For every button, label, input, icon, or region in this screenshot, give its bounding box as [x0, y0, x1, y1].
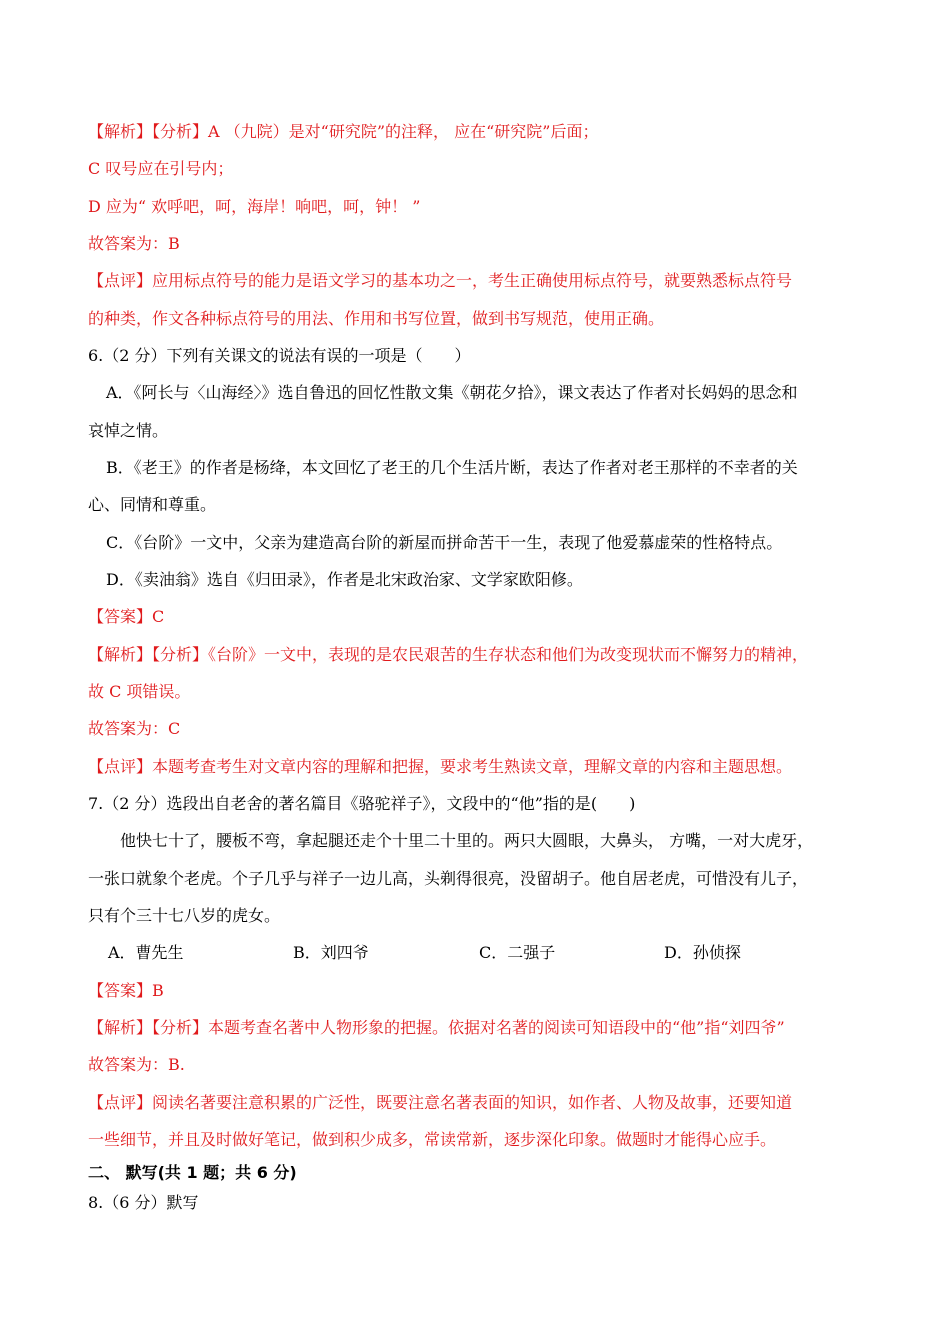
q5-analysis-line2: C 叹号应在引号内； [88, 159, 234, 178]
q5-analysis-line3: D 应为“ 欢呼吧，呵，海岸！响吧，呵，钟！ ” [88, 197, 421, 216]
q6-analysis-line1: 【解析】【分析】《台阶》一文中，表现的是农民艰苦的生存状态和他们为改变现状而不懈努力的精神， [88, 645, 809, 664]
q7-option-b: B．刘四爷 [293, 943, 369, 962]
q7-comment-line1: 【点评】阅读名著要注意积累的广泛性，既要注意名著表面的知识，如作者、人物及故事，还要知道 [88, 1093, 793, 1112]
q6-option-b-line2: 心、同情和尊重。 [88, 495, 217, 514]
q8-stem: 8.（6 分）默写 [88, 1193, 199, 1212]
q6-final-answer: 故答案为：C [88, 719, 181, 738]
q6-comment: 【点评】本题考查考生对文章内容的理解和把握，要求考生熟读文章，理解文章的内容和主题思想。 [88, 757, 793, 776]
q6-stem: 6.（2 分）下列有关课文的说法有误的一项是（ ） [88, 346, 471, 365]
q7-final-answer: 故答案为：B. [88, 1055, 185, 1074]
q6-option-d: D．《卖油翁》选自《归田录》，作者是北宋政治家、文学家欧阳修。 [106, 570, 583, 589]
section-heading: 二、 默写(共 1 题；共 6 分) [88, 1163, 297, 1182]
q6-option-a-line1: A．《阿长与〈山海经〉》选自鲁迅的回忆性散文集《朝花夕拾》，课文表达了作者对长妈妈的思念和 [106, 383, 798, 402]
q7-passage-line1: 他快七十了，腰板不弯，拿起腿还走个十里二十里的。两只大圆眼，大鼻头， 方嘴，一对大虎牙， [120, 831, 814, 850]
q7-comment-line2: 一些细节，并且及时做好笔记，做到积少成多，常读常新，逐步深化印象。做题时才能得心应手。 [88, 1130, 777, 1149]
q6-analysis-line2: 故 C 项错误。 [88, 682, 191, 701]
q6-option-a-line2: 哀悼之情。 [88, 421, 169, 440]
q7-option-c: C．二强子 [479, 943, 556, 962]
q6-option-c: C．《台阶》一文中，父亲为建造高台阶的新屋而拼命苦干一生，表现了他爱慕虚荣的性格特点。 [106, 533, 783, 552]
q7-answer: 【答案】B [88, 981, 164, 1000]
q6-answer: 【答案】C [88, 607, 165, 626]
q6-option-b-line1: B．《老王》的作者是杨绛，本文回忆了老王的几个生活片断，表达了作者对老王那样的不幸者的关 [106, 458, 798, 477]
q7-stem: 7.（2 分）选段出自老舍的著名篇目《骆驼祥子》，文段中的“他”指的是( ) [88, 794, 636, 813]
q7-passage-line3: 只有个三十七八岁的虎女。 [88, 906, 281, 925]
q7-option-d: D．孙侦探 [664, 943, 741, 962]
q7-option-a: A．曹先生 [108, 943, 184, 962]
q7-passage-line2: 一张口就象个老虎。个子几乎与祥子一边儿高，头剃得很亮，没留胡子。他自居老虎，可惜没有儿子， [88, 869, 809, 888]
q5-analysis-line1: 【解析】【分析】A （九院）是对“研究院”的注释， 应在“研究院”后面； [88, 122, 599, 141]
q7-analysis: 【解析】【分析】本题考查名著中人物形象的把握。依据对名著的阅读可知语段中的“他”指“刘四爷” [88, 1018, 785, 1037]
q5-final-answer: 故答案为：B [88, 234, 180, 253]
q5-comment-line1: 【点评】应用标点符号的能力是语文学习的基本功之一，考生正确使用标点符号，就要熟悉标点符号 [88, 271, 793, 290]
q5-comment-line2: 的种类，作文各种标点符号的用法、作用和书写位置，做到书写规范，使用正确。 [88, 309, 665, 328]
